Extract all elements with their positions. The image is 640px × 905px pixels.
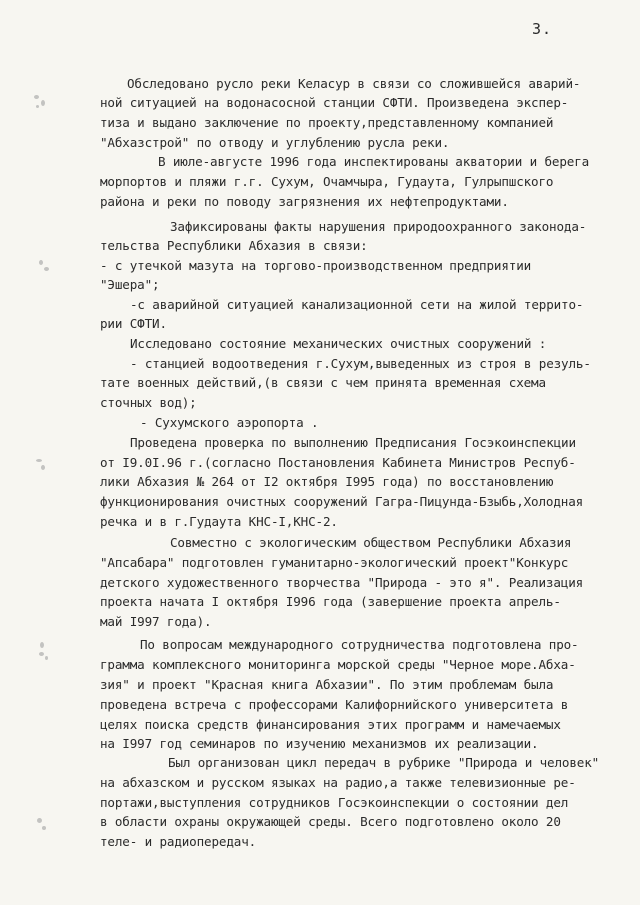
text-line: В июле-августе 1996 года инспектированы акватории и берега — [158, 154, 590, 169]
text-line: района и реки по поводу загрязнения их нефтепродуктами. — [100, 194, 509, 209]
text-line: Исследовано состояние механических очистных сооружений : — [130, 336, 547, 351]
text-line: теле- и радиопередач. — [100, 834, 257, 849]
text-line: -с аварийной ситуацией канализационной сети на жилой террито- — [130, 297, 584, 312]
margin-speck — [34, 455, 50, 477]
margin-speck — [32, 92, 48, 114]
text-line: тиза и выдано заключение по проекту,представленному компанией — [100, 115, 554, 130]
margin-speck — [36, 640, 52, 662]
text-line: зия" и проект "Красная книга Абхазии". По этим проблемам была — [100, 677, 554, 692]
text-line: в области охраны окружающей среды. Всего подготовлено около 20 — [100, 814, 561, 829]
text-line: детского художественного творчества "Природа - это я". Реализация — [100, 575, 584, 590]
text-line: "Эшера"; — [100, 277, 160, 292]
text-line: Был организован цикл передач в рубрике "Природа и человек" — [168, 755, 600, 770]
text-line: "Абхазстрой" по отводу и углублению русла реки. — [100, 135, 450, 150]
page-number: 3. — [531, 20, 552, 38]
text-line: лики Абхазия № 264 от I2 октября I995 года) по восстановлению — [100, 474, 554, 489]
text-line: Проведена проверка по выполнению Предписания Госэкоинспекции — [130, 435, 576, 450]
text-line: Зафиксированы факты нарушения природоохранного законода- — [170, 219, 587, 234]
text-line: сточных вод); — [100, 395, 197, 410]
text-line: проведена встреча с профессорами Калифорнийского университета в — [100, 697, 569, 712]
text-line: май I997 года). — [100, 614, 212, 629]
text-line: портажи,выступления сотрудников Госэкоинспекции о состоянии дел — [100, 795, 569, 810]
text-line: "Апсабара" подготовлен гуманитарно-экологический проект"Конкурс — [100, 555, 569, 570]
text-line: По вопросам международного сотрудничества подготовлена про- — [140, 637, 579, 652]
text-line: от I9.0I.96 г.(согласно Постановления Кабинета Министров Респуб- — [100, 455, 576, 470]
text-line: на I997 год семинаров по изучению механизмов их реализации. — [100, 736, 539, 751]
text-line: ной ситуацией на водонасосной станции СФТИ. Произведена экспер- — [100, 95, 569, 110]
text-line: - Сухумского аэропорта . — [140, 415, 319, 430]
text-line: целях поиска средств финансирования этих программ и намечаемых — [100, 717, 561, 732]
text-line: функционирования очистных сооружений Гагра-Пицунда-Бзыбь,Холодная — [100, 494, 584, 509]
text-line: - станцией водоотведения г.Сухум,выведенных из строя в резуль- — [130, 356, 591, 371]
text-line: Совместно с экологическим обществом Республики Абхазия — [170, 535, 572, 550]
text-line: тельства Республики Абхазия в связи: — [100, 238, 368, 253]
margin-speck — [36, 258, 52, 280]
text-line: Обследовано русло реки Келасур в связи со сложившейся аварий- — [127, 76, 581, 91]
text-line: тате военных действий,(в связи с чем принята временная схема — [100, 375, 546, 390]
text-line: проекта начата I октября I996 года (завершение проекта апрель- — [100, 594, 561, 609]
margin-speck — [34, 815, 50, 837]
text-line: речка и в г.Гудаута КНС-I,КНС-2. — [100, 514, 338, 529]
text-line: - с утечкой мазута на торгово-производственном предприятии — [100, 258, 532, 273]
text-line: морпортов и пляжи г.г. Сухум, Очамчыра, Гудаута, Гулрыпшского — [100, 174, 554, 189]
text-line: на абхазском и русском языках на радио,а также телевизионные ре- — [100, 775, 576, 790]
text-line: рии СФТИ. — [100, 316, 167, 331]
text-line: грамма комплексного мониторинга морской среды "Черное море.Абха- — [100, 657, 576, 672]
